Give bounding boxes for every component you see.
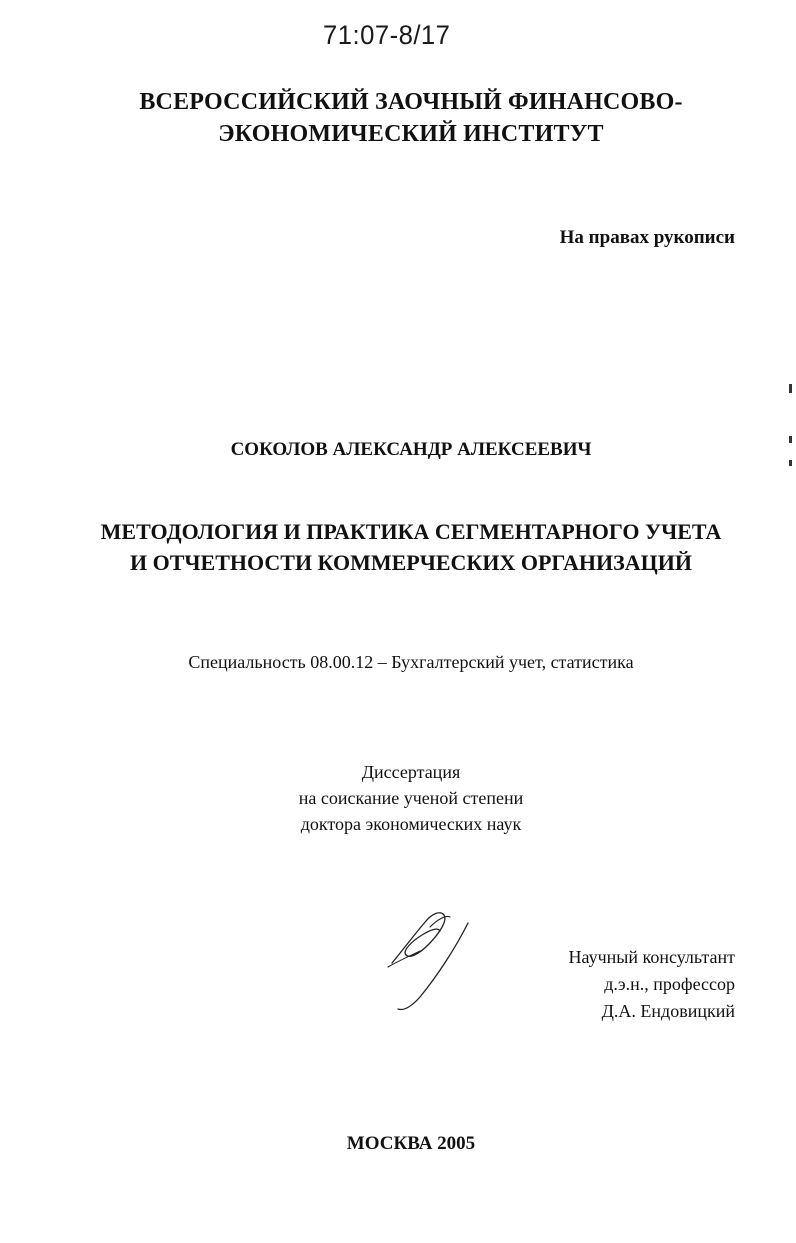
- advisor-name: Д.А. Ендовицкий: [601, 1001, 735, 1021]
- degree-name: доктора экономических наук: [300, 814, 522, 834]
- institute-name-line-2: ЭКОНОМИЧЕСКИЙ ИНСТИТУТ: [218, 121, 604, 147]
- institute-name-line-1: ВСЕРОССИЙСКИЙ ЗАОЧНЫЙ ФИНАНСОВО-: [139, 89, 683, 115]
- dissertation-title-line-1: МЕТОДОЛОГИЯ И ПРАКТИКА СЕГМЕНТАРНОГО УЧЕТА: [100, 519, 722, 544]
- dissertation-title: [0, 516, 796, 578]
- scan-edge-mark: [789, 460, 792, 466]
- author-name: СОКОЛОВ АЛЕКСАНДР АЛЕКСЕЕВИЧ: [230, 439, 592, 460]
- manuscript-rights-note: На правах рукописи: [559, 227, 735, 248]
- dissertation-label: Диссертация: [361, 762, 461, 782]
- dissertation-degree-block: [0, 759, 796, 837]
- archive-stamp-code: 71:07-8/17: [323, 20, 451, 50]
- dissertation-title-line-2: И ОТЧЕТНОСТИ КОММЕРЧЕСКИХ ОРГАНИЗАЦИЙ: [130, 550, 692, 575]
- degree-purpose: на соискание ученой степени: [298, 788, 524, 808]
- specialty-line: Специальность 08.00.12 – Бухгалтерский учет, статистика: [188, 652, 634, 672]
- scientific-advisor-block: [569, 944, 736, 1025]
- handwritten-signature: [380, 905, 480, 1017]
- advisor-degree: д.э.н., профессор: [604, 974, 735, 994]
- scan-edge-mark: [789, 384, 792, 393]
- city-and-year: МОСКВА 2005: [346, 1133, 476, 1154]
- institute-name: [0, 86, 796, 150]
- scan-edge-mark: [789, 436, 792, 443]
- advisor-role: Научный консультант: [568, 947, 735, 967]
